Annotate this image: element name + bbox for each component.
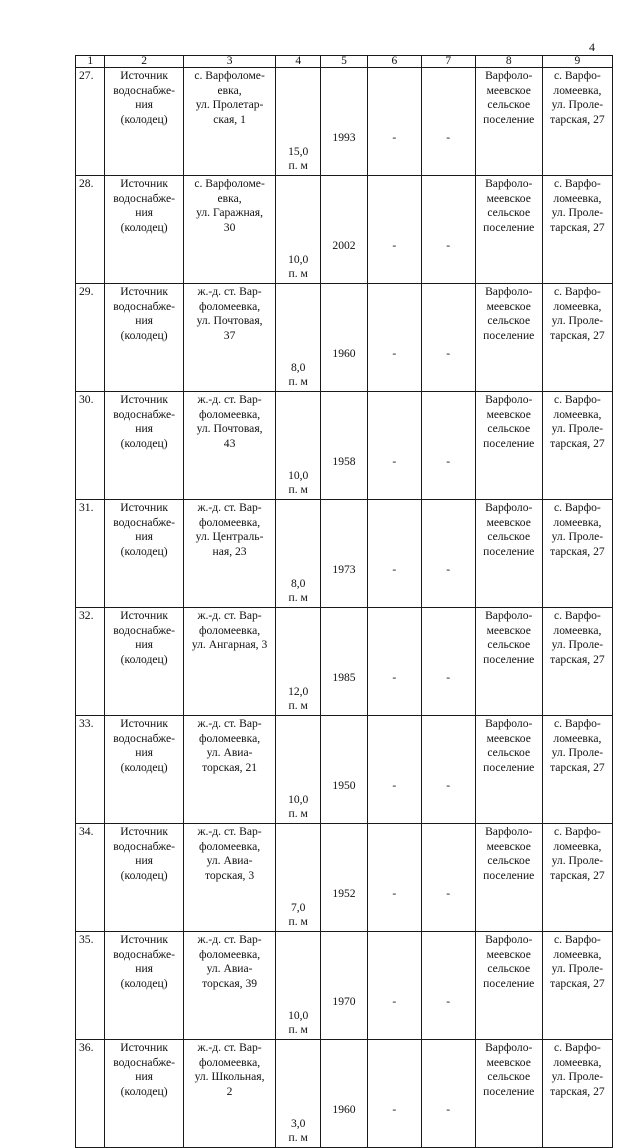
depth-line: 10,0: [288, 1008, 309, 1022]
column-6-cell: -: [367, 284, 421, 392]
address-line: ж.-д. ст. Вар-: [197, 825, 262, 838]
object-name-line: Источник: [120, 717, 169, 730]
location-line: тарская, 27: [550, 436, 605, 450]
object-name-line: (колодец): [120, 1084, 168, 1098]
owner-line: поселение: [483, 436, 535, 450]
registry-table: [75, 55, 613, 1148]
location-line: с. Варфо-: [553, 501, 601, 514]
location-line: ул. Проле-: [551, 638, 604, 652]
location-line: ломеевка,: [553, 515, 602, 529]
address-line: ж.-д. ст. Вар-: [197, 393, 262, 406]
owner-line: Варфоло-: [485, 69, 533, 82]
object-name-cell: [105, 392, 183, 500]
location-cell: [542, 824, 612, 932]
column-number: 4: [276, 56, 321, 68]
owner-cell: [475, 608, 542, 716]
owner-line: Варфоло-: [485, 933, 533, 946]
address-line: ул. Гаражная,: [196, 206, 264, 220]
location-line: ломеевка,: [553, 839, 602, 853]
column-6-cell: -: [367, 392, 421, 500]
depth-line: 10,0: [288, 252, 309, 266]
location-line: ул. Проле-: [551, 746, 604, 760]
object-name-line: Источник: [120, 609, 169, 622]
owner-line: меевское: [486, 839, 531, 853]
row-number-cell: 34.: [76, 824, 105, 932]
location-line: тарская, 27: [550, 652, 605, 666]
year-cell: 1970: [321, 932, 368, 1040]
table-row: [76, 284, 613, 392]
owner-line: сельское: [487, 314, 531, 328]
location-line: ул. Проле-: [551, 422, 604, 436]
location-line: с. Варфо-: [553, 825, 601, 838]
column-7-cell: -: [421, 932, 475, 1040]
location-line: ул. Проле-: [551, 314, 604, 328]
location-line: ул. Проле-: [551, 206, 604, 220]
address-line: 37: [223, 328, 236, 342]
depth-line: 10,0: [288, 468, 309, 482]
object-name-line: водоснабже-: [113, 515, 176, 529]
address-cell: [183, 68, 276, 176]
address-line: евка,: [217, 191, 242, 205]
depth-line: 10,0: [288, 792, 309, 806]
column-6-cell: -: [367, 608, 421, 716]
owner-line: поселение: [483, 328, 535, 342]
year-cell: 1950: [321, 716, 368, 824]
row-number-cell: 33.: [76, 716, 105, 824]
owner-line: сельское: [487, 854, 531, 868]
object-name-line: водоснабже-: [113, 407, 176, 421]
owner-line: поселение: [483, 976, 535, 990]
object-name-line: водоснабже-: [113, 731, 176, 745]
location-line: ломеевка,: [553, 731, 602, 745]
owner-line: поселение: [483, 868, 535, 882]
depth-line: п. м: [288, 1023, 308, 1037]
address-line: евка,: [217, 83, 242, 97]
table-row: [76, 608, 613, 716]
owner-line: поселение: [483, 112, 535, 126]
object-name-line: водоснабже-: [113, 83, 176, 97]
location-cell: [542, 1040, 612, 1148]
owner-line: меевское: [486, 299, 531, 313]
depth-cell: [276, 284, 321, 392]
address-line: ная, 23: [212, 544, 247, 558]
location-line: тарская, 27: [550, 976, 605, 990]
row-number-cell: 32.: [76, 608, 105, 716]
depth-line: 15,0: [288, 144, 309, 158]
object-name-line: (колодец): [120, 436, 168, 450]
depth-line: 7,0: [290, 900, 306, 914]
address-line: ул. Авиа-: [206, 746, 253, 760]
owner-line: Варфоло-: [485, 285, 533, 298]
object-name-line: (колодец): [120, 544, 168, 558]
object-name-line: (колодец): [120, 652, 168, 666]
location-line: с. Варфо-: [553, 933, 601, 946]
address-cell: [183, 932, 276, 1040]
location-line: тарская, 27: [550, 1084, 605, 1098]
object-name-line: водоснабже-: [113, 947, 176, 961]
location-cell: [542, 176, 612, 284]
table-row: [76, 392, 613, 500]
location-cell: [542, 392, 612, 500]
location-cell: [542, 932, 612, 1040]
column-number-row: [76, 56, 613, 68]
depth-line: п. м: [288, 591, 308, 605]
address-line: ул. Ангарная, 3: [191, 638, 268, 652]
table-row: [76, 176, 613, 284]
owner-line: меевское: [486, 515, 531, 529]
object-name-line: (колодец): [120, 220, 168, 234]
depth-cell: [276, 176, 321, 284]
owner-line: поселение: [483, 1084, 535, 1098]
location-line: тарская, 27: [550, 112, 605, 126]
owner-line: сельское: [487, 98, 531, 112]
column-7-cell: -: [421, 608, 475, 716]
address-cell: [183, 1040, 276, 1148]
address-line: фоломеевка,: [199, 515, 261, 529]
address-line: ж.-д. ст. Вар-: [197, 285, 262, 298]
owner-line: Варфоло-: [485, 609, 533, 622]
location-line: тарская, 27: [550, 328, 605, 342]
depth-cell: [276, 716, 321, 824]
address-line: фоломеевка,: [199, 1055, 261, 1069]
address-line: 30: [223, 220, 236, 234]
object-name-line: водоснабже-: [113, 1055, 176, 1069]
column-number: 5: [321, 56, 368, 68]
owner-line: Варфоло-: [485, 177, 533, 190]
table-row: [76, 824, 613, 932]
column-number: 2: [105, 56, 183, 68]
owner-cell: [475, 284, 542, 392]
location-line: ломеевка,: [553, 83, 602, 97]
depth-line: п. м: [288, 807, 308, 821]
table-row: [76, 68, 613, 176]
column-6-cell: -: [367, 500, 421, 608]
address-line: фоломеевка,: [199, 623, 261, 637]
year-cell: 1985: [321, 608, 368, 716]
depth-cell: [276, 824, 321, 932]
location-line: тарская, 27: [550, 760, 605, 774]
address-line: фоломеевка,: [199, 731, 261, 745]
owner-line: Варфоло-: [485, 393, 533, 406]
address-line: ж.-д. ст. Вар-: [197, 1041, 262, 1054]
owner-line: сельское: [487, 1070, 531, 1084]
object-name-line: Источник: [120, 177, 169, 190]
depth-cell: [276, 608, 321, 716]
row-number-cell: 31.: [76, 500, 105, 608]
address-cell: [183, 284, 276, 392]
address-line: торская, 21: [202, 760, 258, 774]
owner-line: сельское: [487, 206, 531, 220]
column-number: 3: [183, 56, 276, 68]
owner-line: поселение: [483, 652, 535, 666]
object-name-line: Источник: [120, 1041, 169, 1054]
column-6-cell: -: [367, 932, 421, 1040]
object-name-cell: [105, 68, 183, 176]
object-name-cell: [105, 824, 183, 932]
address-line: с. Варфоломе-: [194, 69, 265, 82]
owner-cell: [475, 68, 542, 176]
address-line: фоломеевка,: [199, 407, 261, 421]
owner-line: поселение: [483, 220, 535, 234]
owner-line: меевское: [486, 407, 531, 421]
column-7-cell: -: [421, 716, 475, 824]
object-name-line: Источник: [120, 501, 169, 514]
depth-line: 8,0: [290, 360, 306, 374]
row-number-cell: 35.: [76, 932, 105, 1040]
depth-line: п. м: [288, 915, 308, 929]
address-cell: [183, 500, 276, 608]
owner-cell: [475, 1040, 542, 1148]
owner-line: поселение: [483, 760, 535, 774]
location-line: с. Варфо-: [553, 285, 601, 298]
location-line: ломеевка,: [553, 1055, 602, 1069]
year-cell: 1960: [321, 1040, 368, 1148]
address-line: фоломеевка,: [199, 947, 261, 961]
owner-cell: [475, 932, 542, 1040]
object-name-line: (колодец): [120, 328, 168, 342]
owner-line: меевское: [486, 731, 531, 745]
object-name-line: ния: [135, 962, 154, 976]
owner-line: Варфоло-: [485, 717, 533, 730]
object-name-cell: [105, 1040, 183, 1148]
location-line: ломеевка,: [553, 623, 602, 637]
object-name-cell: [105, 932, 183, 1040]
year-cell: 1958: [321, 392, 368, 500]
object-name-line: (колодец): [120, 112, 168, 126]
column-7-cell: -: [421, 176, 475, 284]
object-name-line: ния: [135, 314, 154, 328]
address-line: ул. Авиа-: [206, 854, 253, 868]
address-line: ул. Почтовая,: [196, 314, 263, 328]
address-line: торская, 3: [204, 868, 255, 882]
depth-line: п. м: [288, 699, 308, 713]
column-7-cell: -: [421, 284, 475, 392]
owner-cell: [475, 500, 542, 608]
column-7-cell: -: [421, 68, 475, 176]
location-line: с. Варфо-: [553, 609, 601, 622]
column-7-cell: -: [421, 392, 475, 500]
address-line: ул. Пролетар-: [195, 98, 264, 112]
column-number: 9: [542, 56, 612, 68]
depth-line: 12,0: [288, 684, 309, 698]
object-name-line: Источник: [120, 69, 169, 82]
table-body: [76, 56, 613, 1148]
object-name-line: Источник: [120, 285, 169, 298]
address-line: фоломеевка,: [199, 299, 261, 313]
object-name-line: ния: [135, 1070, 154, 1084]
address-line: ж.-д. ст. Вар-: [197, 609, 262, 622]
location-line: ул. Проле-: [551, 98, 604, 112]
location-line: ул. Проле-: [551, 854, 604, 868]
depth-line: 3,0: [290, 1116, 306, 1130]
column-6-cell: -: [367, 716, 421, 824]
column-6-cell: -: [367, 824, 421, 932]
row-number-cell: 27.: [76, 68, 105, 176]
depth-cell: [276, 68, 321, 176]
address-line: ская, 1: [213, 112, 246, 126]
location-line: ломеевка,: [553, 947, 602, 961]
table-row: [76, 932, 613, 1040]
row-number-cell: 29.: [76, 284, 105, 392]
address-cell: [183, 176, 276, 284]
object-name-line: ния: [135, 638, 154, 652]
page-number: 4: [589, 40, 595, 54]
column-number: 1: [76, 56, 105, 68]
object-name-line: (колодец): [120, 760, 168, 774]
address-line: ул. Почтовая,: [196, 422, 263, 436]
location-line: тарская, 27: [550, 544, 605, 558]
depth-line: п. м: [288, 1131, 308, 1145]
object-name-line: водоснабже-: [113, 623, 176, 637]
owner-line: меевское: [486, 623, 531, 637]
table-row: [76, 500, 613, 608]
table-row: [76, 1040, 613, 1148]
address-line: 2: [226, 1084, 233, 1098]
depth-cell: [276, 392, 321, 500]
column-7-cell: -: [421, 1040, 475, 1148]
location-line: ломеевка,: [553, 191, 602, 205]
address-line: 43: [223, 436, 236, 450]
column-7-cell: -: [421, 500, 475, 608]
object-name-line: (колодец): [120, 976, 168, 990]
location-line: с. Варфо-: [553, 177, 601, 190]
location-line: с. Варфо-: [553, 69, 601, 82]
row-number-cell: 36.: [76, 1040, 105, 1148]
location-line: ломеевка,: [553, 299, 602, 313]
location-cell: [542, 284, 612, 392]
owner-cell: [475, 716, 542, 824]
location-line: ул. Проле-: [551, 530, 604, 544]
depth-line: п. м: [288, 267, 308, 281]
object-name-line: ния: [135, 746, 154, 760]
owner-line: меевское: [486, 83, 531, 97]
owner-line: сельское: [487, 962, 531, 976]
depth-line: п. м: [288, 375, 308, 389]
depth-line: п. м: [288, 483, 308, 497]
address-line: ж.-д. ст. Вар-: [197, 501, 262, 514]
address-line: фоломеевка,: [199, 839, 261, 853]
owner-line: сельское: [487, 422, 531, 436]
owner-line: Варфоло-: [485, 501, 533, 514]
year-cell: 1952: [321, 824, 368, 932]
location-line: ул. Проле-: [551, 962, 604, 976]
column-7-cell: -: [421, 824, 475, 932]
address-line: ж.-д. ст. Вар-: [197, 717, 262, 730]
column-number: 7: [421, 56, 475, 68]
location-line: тарская, 27: [550, 220, 605, 234]
depth-line: п. м: [288, 159, 308, 173]
owner-line: меевское: [486, 1055, 531, 1069]
address-line: ул. Школьная,: [194, 1070, 265, 1084]
column-6-cell: -: [367, 68, 421, 176]
object-name-line: водоснабже-: [113, 299, 176, 313]
owner-line: сельское: [487, 746, 531, 760]
row-number-cell: 30.: [76, 392, 105, 500]
address-line: ул. Централь-: [195, 530, 264, 544]
location-line: тарская, 27: [550, 868, 605, 882]
year-cell: 2002: [321, 176, 368, 284]
object-name-line: Источник: [120, 825, 169, 838]
owner-line: сельское: [487, 530, 531, 544]
object-name-line: ния: [135, 530, 154, 544]
location-cell: [542, 500, 612, 608]
object-name-line: Источник: [120, 393, 169, 406]
location-line: с. Варфо-: [553, 393, 601, 406]
object-name-cell: [105, 716, 183, 824]
owner-line: Варфоло-: [485, 825, 533, 838]
address-line: с. Варфоломе-: [194, 177, 265, 190]
address-line: ул. Авиа-: [206, 962, 253, 976]
address-cell: [183, 608, 276, 716]
depth-line: 8,0: [290, 576, 306, 590]
owner-line: меевское: [486, 191, 531, 205]
location-cell: [542, 716, 612, 824]
object-name-line: водоснабже-: [113, 191, 176, 205]
object-name-line: ния: [135, 422, 154, 436]
object-name-line: ния: [135, 98, 154, 112]
column-number: 8: [475, 56, 542, 68]
object-name-line: водоснабже-: [113, 839, 176, 853]
address-cell: [183, 716, 276, 824]
object-name-cell: [105, 608, 183, 716]
depth-cell: [276, 932, 321, 1040]
owner-cell: [475, 824, 542, 932]
column-6-cell: -: [367, 1040, 421, 1148]
address-line: торская, 39: [202, 976, 258, 990]
location-line: с. Варфо-: [553, 1041, 601, 1054]
year-cell: 1960: [321, 284, 368, 392]
year-cell: 1993: [321, 68, 368, 176]
row-number-cell: 28.: [76, 176, 105, 284]
object-name-cell: [105, 176, 183, 284]
location-line: ломеевка,: [553, 407, 602, 421]
year-cell: 1973: [321, 500, 368, 608]
column-number: 6: [367, 56, 421, 68]
location-line: ул. Проле-: [551, 1070, 604, 1084]
owner-line: меевское: [486, 947, 531, 961]
address-cell: [183, 392, 276, 500]
column-6-cell: -: [367, 176, 421, 284]
object-name-line: (колодец): [120, 868, 168, 882]
table-row: [76, 716, 613, 824]
location-line: с. Варфо-: [553, 717, 601, 730]
depth-cell: [276, 1040, 321, 1148]
address-cell: [183, 824, 276, 932]
object-name-line: Источник: [120, 933, 169, 946]
object-name-cell: [105, 500, 183, 608]
location-cell: [542, 608, 612, 716]
address-line: ж.-д. ст. Вар-: [197, 933, 262, 946]
owner-line: сельское: [487, 638, 531, 652]
depth-cell: [276, 500, 321, 608]
object-name-line: ния: [135, 206, 154, 220]
owner-line: поселение: [483, 544, 535, 558]
location-cell: [542, 68, 612, 176]
owner-cell: [475, 176, 542, 284]
owner-cell: [475, 392, 542, 500]
object-name-cell: [105, 284, 183, 392]
object-name-line: ния: [135, 854, 154, 868]
owner-line: Варфоло-: [485, 1041, 533, 1054]
